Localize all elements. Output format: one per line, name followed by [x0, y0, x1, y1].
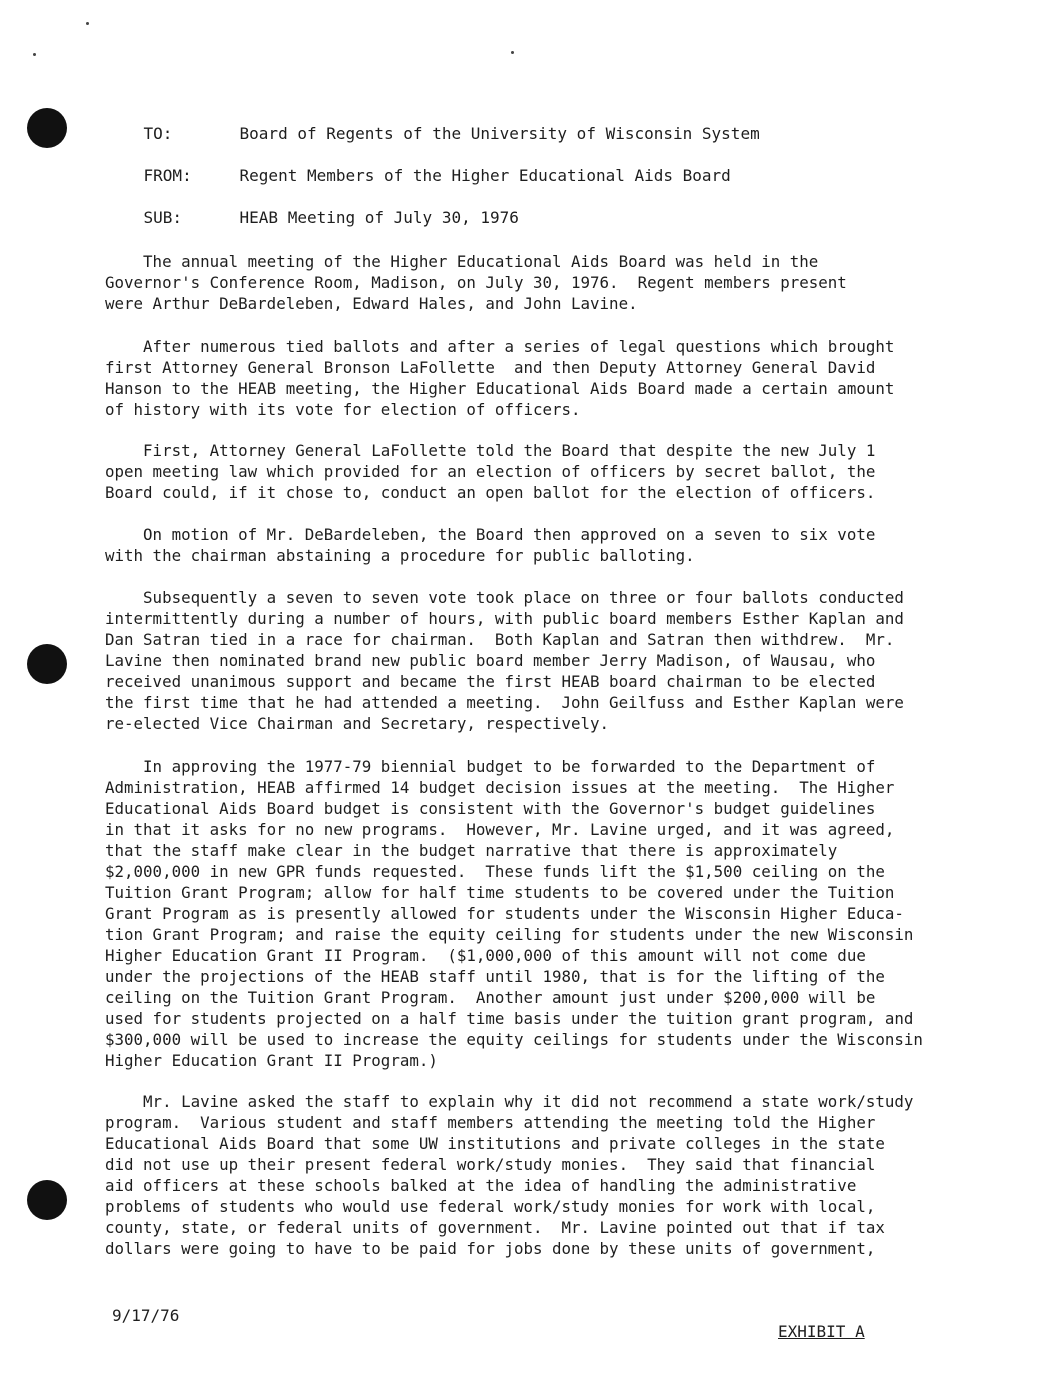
text-line: $2,000,000 in new GPR funds requested. These funds lift the $1,500 ceiling on the	[105, 862, 885, 881]
text-line: Higher Education Grant II Program. ($1,000,000 of this amount will not come due	[105, 946, 866, 965]
punch-hole-bottom	[27, 1180, 67, 1220]
paragraph-work-study	[105, 1091, 913, 1259]
punch-hole-top	[27, 108, 67, 148]
text-line: open meeting law which provided for an election of officers by secret ballot, the	[105, 462, 876, 481]
text-line: First, Attorney General LaFollette told the Board that despite the new July 1	[105, 441, 876, 460]
paragraph-tied-ballots	[105, 336, 894, 420]
text-line: used for students projected on a half time basis under the tuition grant program, and	[105, 1009, 914, 1028]
subject-value: HEAB Meeting of July 30, 1976	[239, 208, 519, 227]
text-line: under the projections of the HEAB staff until 1980, that is for the lifting of the	[105, 967, 885, 986]
to-label: TO:	[143, 124, 173, 143]
paragraph-attorney-general	[105, 440, 875, 503]
text-line: tion Grant Program; and raise the equity ceiling for students under the new Wisconsin	[105, 925, 914, 944]
text-line: Hanson to the HEAB meeting, the Higher Educational Aids Board made a certain amount	[105, 379, 895, 398]
document-date: 9/17/76	[112, 1306, 180, 1325]
text-line: Lavine then nominated brand new public board member Jerry Madison, of Wausau, who	[105, 651, 876, 670]
text-line: The annual meeting of the Higher Educational Aids Board was held in the	[105, 252, 819, 271]
text-line: the first time that he had attended a meeting. John Geilfuss and Esther Kaplan were	[105, 693, 904, 712]
text-line: in that it asks for no new programs. However, Mr. Lavine urged, and it was agreed,	[105, 820, 895, 839]
text-line: On motion of Mr. DeBardeleben, the Board then approved on a seven to six vote	[105, 525, 876, 544]
text-line: were Arthur DeBardeleben, Edward Hales, and John Lavine.	[105, 294, 638, 313]
text-line: In approving the 1977-79 biennial budget to be forwarded to the Department of	[105, 757, 876, 776]
text-line: Higher Education Grant II Program.)	[105, 1051, 438, 1070]
text-line: county, state, or federal units of government. Mr. Lavine pointed out that if tax	[105, 1218, 885, 1237]
exhibit-label: EXHIBIT A	[778, 1322, 865, 1341]
text-line: received unanimous support and became the first HEAB board chairman to be elected	[105, 672, 876, 691]
paragraph-annual-meeting	[105, 251, 847, 314]
text-line: Dan Satran tied in a race for chairman. Both Kaplan and Satran then withdrew. Mr.	[105, 630, 895, 649]
text-line: Tuition Grant Program; allow for half time students to be covered under the Tuition	[105, 883, 895, 902]
text-line: Grant Program as is presently allowed for students under the Wisconsin Higher Educa-	[105, 904, 904, 923]
subject-label: SUB:	[143, 208, 183, 227]
header-subject	[105, 188, 519, 248]
text-line: program. Various student and staff members attending the meeting told the Higher	[105, 1113, 876, 1132]
text-line: re-elected Vice Chairman and Secretary, respectively.	[105, 714, 610, 733]
paragraph-motion	[105, 524, 875, 566]
from-value: Regent Members of the Higher Educational Aids Board	[239, 166, 731, 185]
text-line: Board could, if it chose to, conduct an open ballot for the election of officers.	[105, 483, 876, 502]
text-line: of history with its vote for election of officers.	[105, 400, 581, 419]
text-line: with the chairman abstaining a procedure for public balloting.	[105, 546, 695, 565]
text-line: that the staff make clear in the budget narrative that there is approximately	[105, 841, 838, 860]
text-line: dollars were going to have to be paid for jobs done by these units of government,	[105, 1239, 876, 1258]
scan-speck	[86, 22, 89, 25]
text-line: aid officers at these schools balked at the idea of handling the administrative	[105, 1176, 857, 1195]
text-line: intermittently during a number of hours, with public board members Esther Kaplan and	[105, 609, 904, 628]
text-line: ceiling on the Tuition Grant Program. Another amount just under $200,000 will be	[105, 988, 876, 1007]
text-line: Mr. Lavine asked the staff to explain why it did not recommend a state work/study	[105, 1092, 914, 1111]
text-line: $300,000 will be used to increase the equity ceilings for students under the Wisconsin	[105, 1030, 923, 1049]
text-line: did not use up their present federal work/study monies. They said that financial	[105, 1155, 876, 1174]
from-label: FROM:	[143, 166, 192, 185]
text-line: Educational Aids Board that some UW institutions and private colleges in the state	[105, 1134, 885, 1153]
text-line: problems of students who would use federal work/study monies for work with local,	[105, 1197, 876, 1216]
to-value: Board of Regents of the University of Wisconsin System	[239, 124, 760, 143]
punch-hole-middle	[27, 644, 67, 684]
text-line: Educational Aids Board budget is consistent with the Governor's budget guidelines	[105, 799, 876, 818]
text-line: Governor's Conference Room, Madison, on July 30, 1976. Regent members present	[105, 273, 847, 292]
text-line: Subsequently a seven to seven vote took place on three or four ballots conducted	[105, 588, 904, 607]
text-line: first Attorney General Bronson LaFollette and then Deputy Attorney General David	[105, 358, 876, 377]
text-line: Administration, HEAB affirmed 14 budget decision issues at the meeting. The Higher	[105, 778, 895, 797]
paragraph-budget	[105, 756, 923, 1071]
paragraph-election	[105, 587, 904, 734]
scan-speck	[511, 51, 514, 54]
text-line: After numerous tied ballots and after a series of legal questions which brought	[105, 337, 895, 356]
scan-speck	[33, 53, 36, 56]
